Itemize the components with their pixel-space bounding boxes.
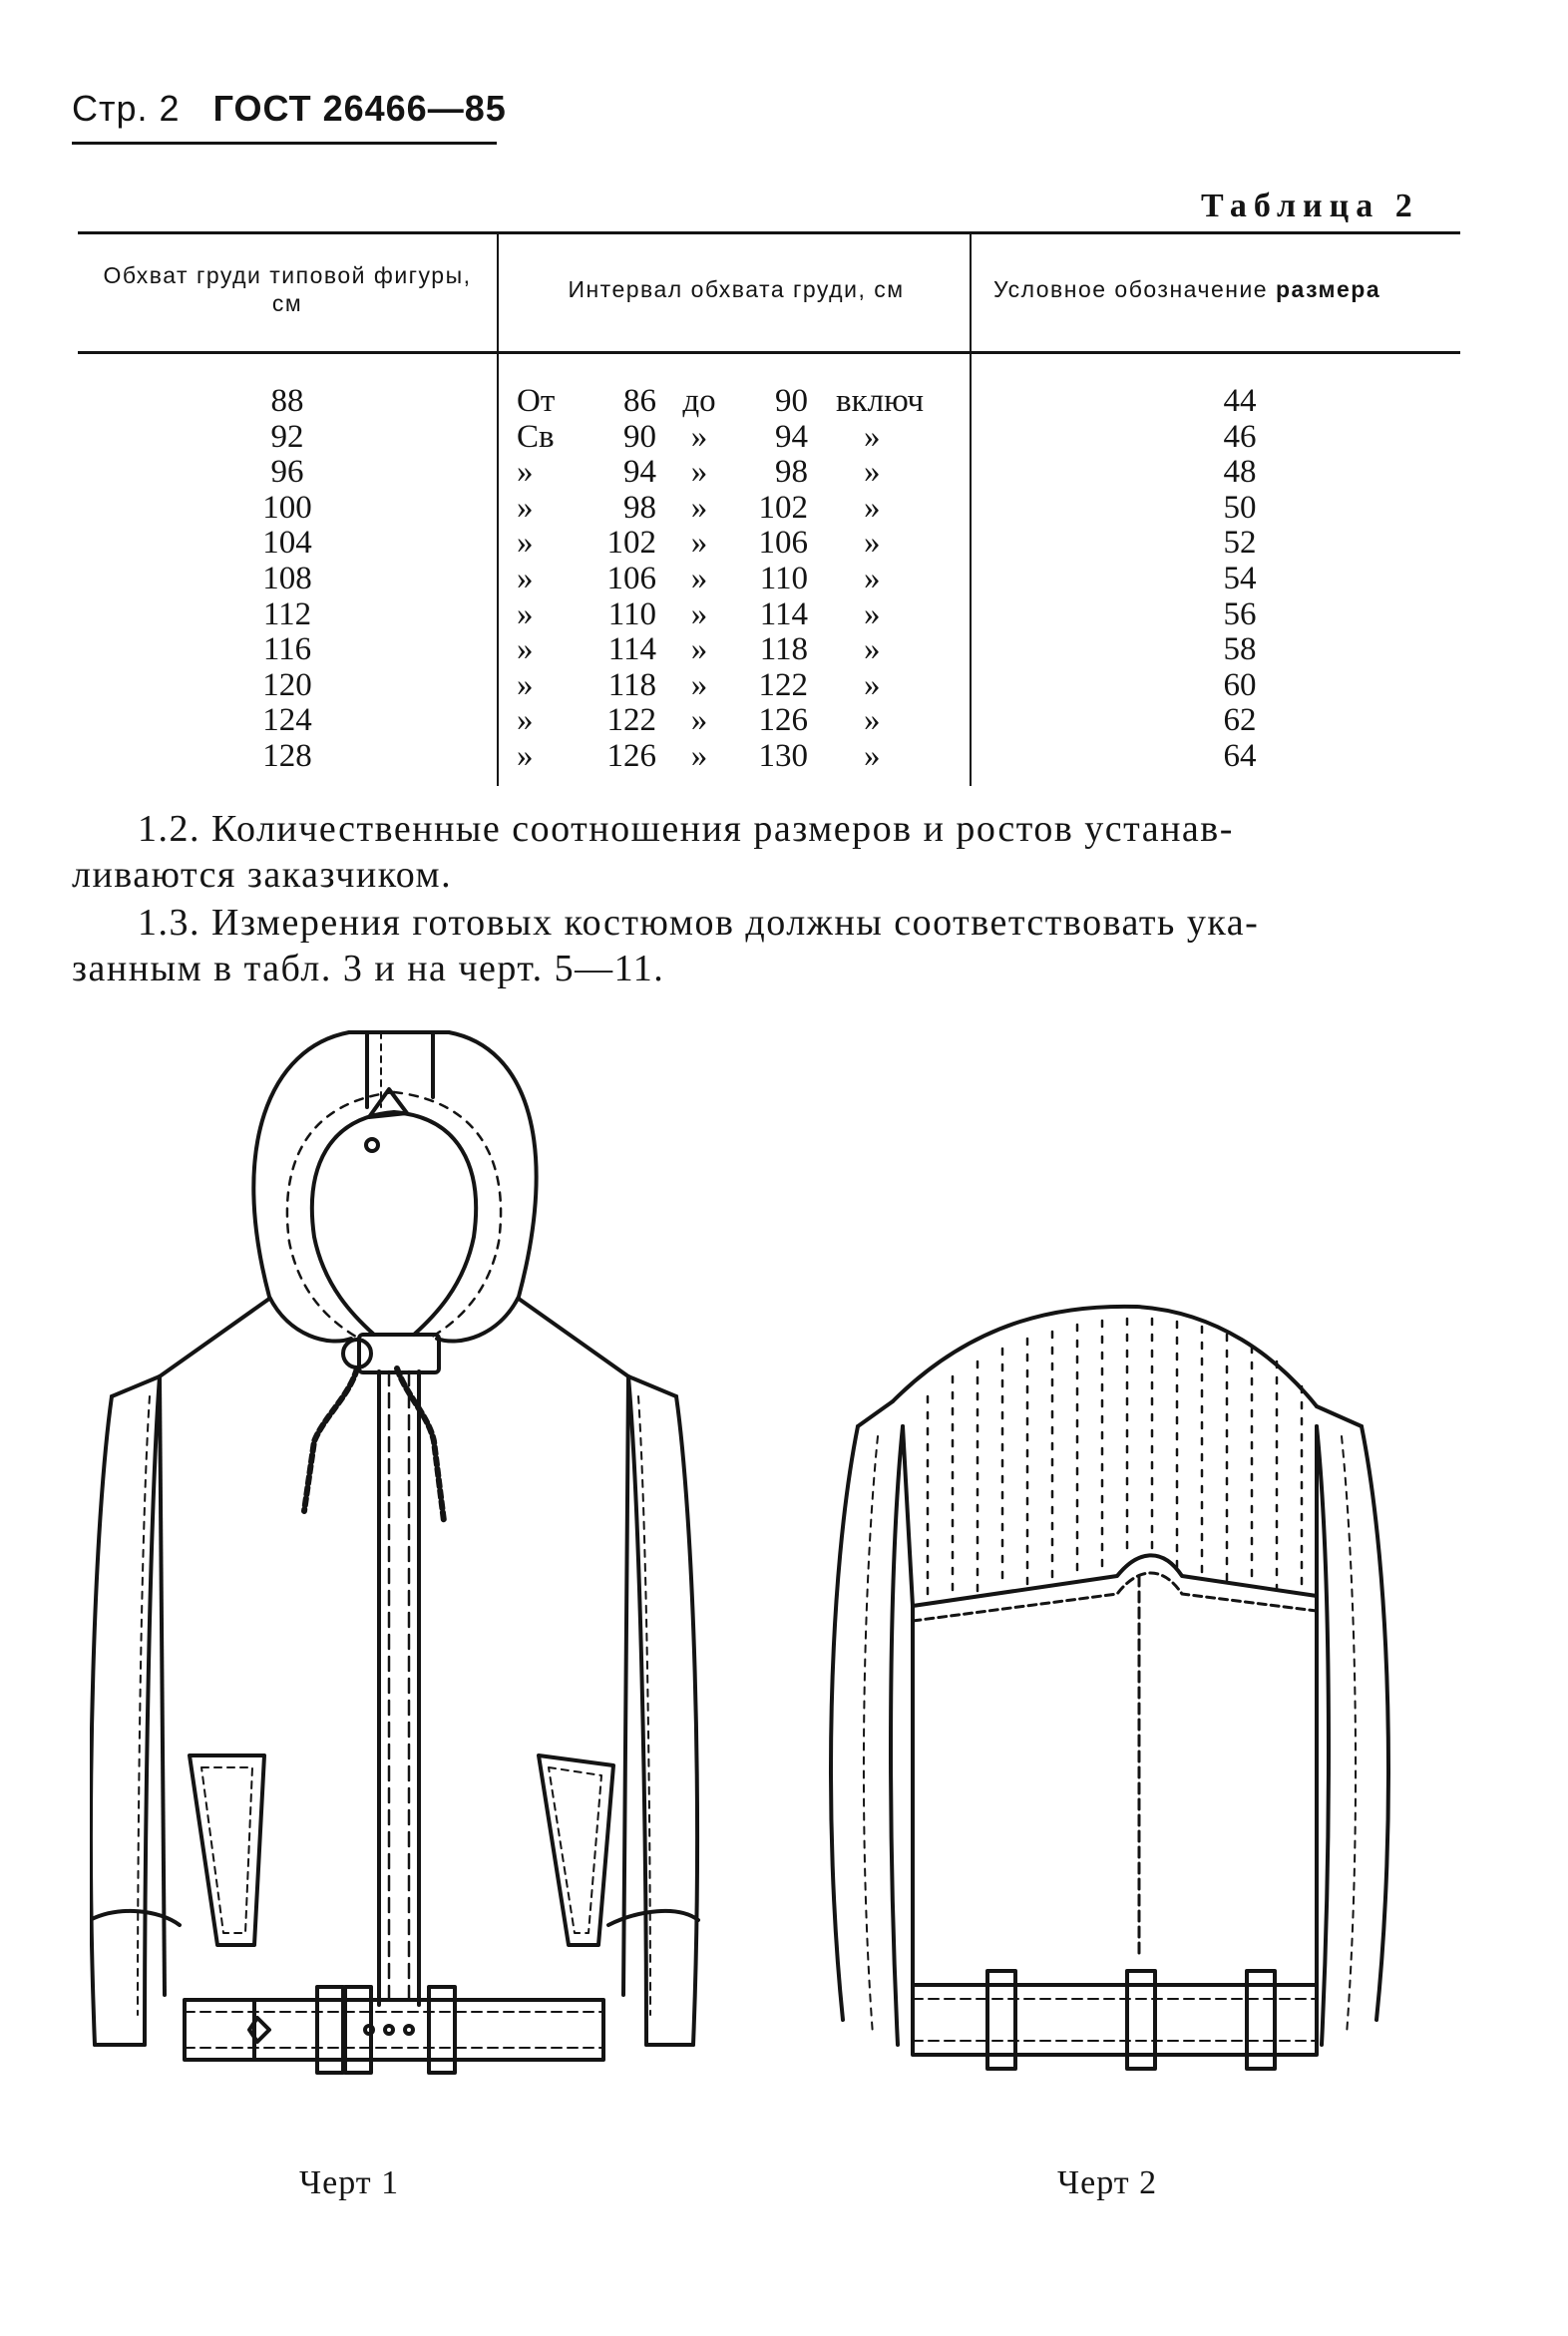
table-row bbox=[78, 525, 1460, 561]
cell-interval-sep: » bbox=[690, 418, 708, 455]
table-row bbox=[78, 738, 1460, 774]
table-row bbox=[78, 383, 1460, 419]
table-header-rule bbox=[78, 351, 1460, 354]
cell-interval-from: 122 bbox=[606, 702, 656, 739]
cell-chest-girth: 116 bbox=[262, 631, 312, 668]
cell-interval-from: 86 bbox=[623, 383, 656, 419]
cell-chest-girth: 100 bbox=[262, 489, 312, 526]
cell-interval-from: 126 bbox=[606, 738, 656, 774]
cell-size-designation: 56 bbox=[1223, 595, 1257, 632]
figure-1-caption: Черт 1 bbox=[299, 2164, 400, 2201]
table-row bbox=[78, 490, 1460, 526]
cell-interval-prefix: Св bbox=[517, 418, 555, 455]
cell-interval-prefix: От bbox=[517, 383, 556, 419]
cell-interval-prefix: » bbox=[517, 595, 534, 632]
standard-code: ГОСТ 26466—85 bbox=[212, 88, 507, 129]
cell-size-designation: 50 bbox=[1223, 489, 1257, 526]
paragraph-1-2 bbox=[72, 806, 1460, 898]
figure-2-caption: Черт 2 bbox=[1057, 2164, 1158, 2201]
cell-chest-girth: 96 bbox=[270, 454, 304, 491]
cell-interval-sep: до bbox=[682, 383, 716, 419]
cell-interval-to: 106 bbox=[758, 525, 808, 562]
cell-size-designation: 62 bbox=[1223, 702, 1257, 739]
cell-interval-sep: » bbox=[690, 738, 708, 774]
cell-size-designation: 54 bbox=[1223, 561, 1257, 596]
cell-interval-sep: » bbox=[690, 454, 708, 491]
cell-interval-suffix: » bbox=[864, 561, 881, 596]
cell-interval-sep: » bbox=[690, 489, 708, 526]
cell-interval-from: 94 bbox=[623, 454, 656, 491]
cell-interval-from: 114 bbox=[607, 631, 656, 668]
cell-interval-to: 90 bbox=[775, 383, 808, 419]
cell-interval-to: 98 bbox=[775, 454, 808, 491]
header-size-bold: размера bbox=[1275, 276, 1381, 302]
cell-interval-suffix: » bbox=[864, 454, 881, 491]
cell-interval-prefix: » bbox=[517, 666, 534, 703]
table-row bbox=[78, 702, 1460, 738]
p12-line2: ливаются заказчиком. bbox=[72, 854, 453, 896]
cell-size-designation: 58 bbox=[1223, 631, 1257, 668]
table-row bbox=[78, 667, 1460, 703]
cell-interval-to: 126 bbox=[758, 702, 808, 739]
table-row bbox=[78, 631, 1460, 667]
cell-chest-girth: 128 bbox=[262, 738, 312, 774]
cell-interval-suffix: » bbox=[864, 738, 881, 774]
paragraph-1-3 bbox=[72, 900, 1460, 991]
cell-chest-girth: 92 bbox=[270, 418, 304, 455]
figure-1-jacket-front bbox=[90, 1017, 728, 2135]
figure-2-jacket-back bbox=[818, 1277, 1416, 2135]
cell-interval-prefix: » bbox=[517, 561, 534, 596]
header-chest-girth: Обхват груди типовой фигуры, см bbox=[103, 262, 472, 316]
cell-size-designation: 44 bbox=[1223, 383, 1257, 419]
cell-interval-sep: » bbox=[690, 595, 708, 632]
cell-interval-suffix: » bbox=[864, 418, 881, 455]
header-rule bbox=[72, 142, 497, 145]
table-row bbox=[78, 454, 1460, 490]
cell-interval-to: 118 bbox=[759, 631, 808, 668]
p12-line1: 1.2. Количественные соотношения размеров и ростов устанав- bbox=[138, 808, 1234, 850]
cell-interval-suffix: » bbox=[864, 489, 881, 526]
header-size-designation bbox=[974, 275, 1492, 303]
cell-interval-from: 106 bbox=[606, 561, 656, 596]
page-number: Стр. 2 bbox=[72, 88, 181, 129]
cell-interval-to: 94 bbox=[775, 418, 808, 455]
table-title: Таблица 2 bbox=[1201, 188, 1419, 224]
cell-interval-from: 110 bbox=[607, 595, 656, 632]
cell-size-designation: 46 bbox=[1223, 418, 1257, 455]
cell-chest-girth: 120 bbox=[262, 666, 312, 703]
cell-interval-from: 102 bbox=[606, 525, 656, 562]
cell-interval-sep: » bbox=[690, 702, 708, 739]
table-row bbox=[78, 419, 1460, 455]
cell-interval-suffix: » bbox=[864, 666, 881, 703]
cell-interval-suffix: » bbox=[864, 525, 881, 562]
table-top-rule bbox=[78, 231, 1460, 234]
cell-interval-to: 110 bbox=[759, 561, 808, 596]
cell-interval-to: 130 bbox=[758, 738, 808, 774]
cell-interval-prefix: » bbox=[517, 702, 534, 739]
cell-interval-to: 102 bbox=[758, 489, 808, 526]
cell-interval-prefix: » bbox=[517, 738, 534, 774]
cell-interval-sep: » bbox=[690, 666, 708, 703]
cell-interval-prefix: » bbox=[517, 525, 534, 562]
cell-interval-suffix: » bbox=[864, 702, 881, 739]
cell-interval-to: 122 bbox=[758, 666, 808, 703]
cell-size-designation: 60 bbox=[1223, 666, 1257, 703]
cell-chest-girth: 104 bbox=[262, 525, 312, 562]
cell-interval-from: 98 bbox=[623, 489, 656, 526]
cell-interval-suffix: » bbox=[864, 595, 881, 632]
cell-interval-prefix: » bbox=[517, 631, 534, 668]
table-row bbox=[78, 596, 1460, 632]
cell-interval-prefix: » bbox=[517, 489, 534, 526]
table-row bbox=[78, 561, 1460, 596]
page-header bbox=[72, 88, 507, 130]
header-girth-interval: Интервал обхвата груди, см bbox=[568, 276, 905, 302]
cell-interval-suffix: включ bbox=[836, 383, 925, 419]
cell-chest-girth: 112 bbox=[262, 595, 312, 632]
cell-interval-sep: » bbox=[690, 561, 708, 596]
cell-interval-prefix: » bbox=[517, 454, 534, 491]
cell-size-designation: 64 bbox=[1223, 738, 1257, 774]
cell-interval-sep: » bbox=[690, 525, 708, 562]
cell-size-designation: 52 bbox=[1223, 525, 1257, 562]
cell-interval-from: 118 bbox=[607, 666, 656, 703]
cell-interval-sep: » bbox=[690, 631, 708, 668]
p13-line1: 1.3. Измерения готовых костюмов должны соответствовать ука- bbox=[138, 902, 1260, 944]
p13-line2: занным в табл. 3 и на черт. 5—11. bbox=[72, 948, 665, 989]
cell-chest-girth: 108 bbox=[262, 561, 312, 596]
cell-size-designation: 48 bbox=[1223, 454, 1257, 491]
cell-chest-girth: 124 bbox=[262, 702, 312, 739]
header-size-prefix: Условное обозначение bbox=[993, 276, 1269, 302]
cell-interval-to: 114 bbox=[759, 595, 808, 632]
cell-interval-suffix: » bbox=[864, 631, 881, 668]
cell-chest-girth: 88 bbox=[270, 383, 304, 419]
size-table bbox=[78, 231, 1460, 786]
cell-interval-from: 90 bbox=[623, 418, 656, 455]
